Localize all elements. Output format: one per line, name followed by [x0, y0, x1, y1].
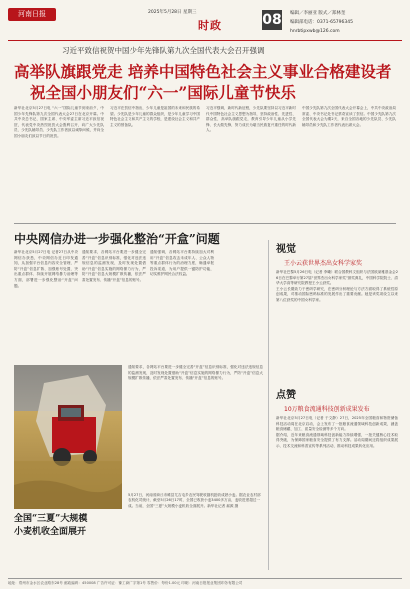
second-body-col-2: 通知要求，各网站平台要进一步健全完善“开盒”信息识别标准，强化对违法违规信息的监测发现，及时发现处置借助“开盒”信息实施的网络暴力行为，严防“开盒”信息大规模扩散传播，依法严肃处置发布、传播“开盒”信息的账号。: [82, 250, 146, 282]
photo-title-line-1: 全国“三夏”大规模: [14, 514, 88, 524]
editor-line: 编辑／李丽亚 版式／郑林奎: [290, 11, 346, 16]
section-divider: [14, 223, 396, 224]
email-line: hnrbtipxwb@126.com: [290, 29, 340, 34]
photo-title: [14, 513, 134, 539]
praise-tag: 点赞: [276, 390, 296, 401]
second-headline: 中央网信办进一步强化整治“开盒”问题: [14, 232, 220, 246]
second-body-continued: 通知要求，各网站平台要进一步健全完善“开盒”信息识别标准，强化对违法违规信息的监测发现，及时发现处置借助“开盒”信息实施的网络暴力行为，严防“开盒”信息大规模扩散传播，依法严肃处置发布、传播“开盒”信息的账号。: [128, 365, 263, 381]
lead-headline-2: 祝全国小朋友们“六一”国际儿童节快乐: [30, 83, 296, 102]
visual-subtitle: 王小云获世界杰出女科学家奖: [284, 260, 363, 267]
lead-kicker: 习近平致信祝贺中国少年先锋队第九次全国代表大会召开强调: [62, 46, 265, 55]
harvest-photo: [14, 365, 122, 509]
lead-body-col-1: 新华社北京5月27日电 “六一”国际儿童节到来前夕，中国少年先锋队第九次全国代表大会27日在北京开幕。中共中央总书记、国家主席、中央军委主席习近平致信祝贺，代表党中央热烈祝贺大会胜利召开，向广大少先队员、少先队辅导员、少先队工作者致以诚挚问候，并向全国小朋友们致以节日的祝贺。: [14, 106, 104, 138]
section-name: 时政: [198, 19, 222, 32]
lead-body-col-4: 中国少先队第九次全国代表大会开幕会上，中共中央政治局常委、中央书记处书记蔡奇宣读了贺信。中国少先队第九次全国代表大会为期2天，来自全国各地的少先队员、少先队辅导员和少先队工作者代表出席大会。: [302, 106, 396, 127]
praise-body: [276, 416, 398, 572]
visual-body: [276, 270, 398, 376]
visual-para-1: 新华社巴黎5月26日电（记者 李曦）联合国教科文组织与法国欧莱雅基金会26日在巴黎举行第27届“世界杰出女科学家奖”颁奖典礼，中国科学院院士、清华大学高等研究院教授王小云获奖。: [276, 270, 398, 286]
photo-caption: 5月27日，河南省商丘市睢县尤吉屯乡农民驾驶收割机抢收成熟小麦。据农业农村部农机化司统计，截至5月26日17时，全国已收获小麦3400多万亩，麦收进度超过一成。当前，全国“三夏”大规模小麦机收全面展开。新华社记者 郝源 摄: [128, 493, 261, 508]
column-divider: [268, 240, 269, 570]
second-body-col-1: 新华社北京5月27日电 记者27日从中央网信办获悉，中央网信办近日印发通知，从加强平台信息内容安全管理、严防“开盒”信息扩散、加强账号处置、突出重点群体、持续开展网络暴力治理等方面，部署进一步强化整治“开盒”问题。: [14, 250, 78, 288]
praise-subtitle: 10万粮食流通科技创新成果发布: [284, 406, 370, 413]
lead-body-col-3: 习近平强调，新时代新征程，少先队要坚持以习近平新时代中国特色社会主义思想为指导，坚持政治性、先进性、群众性，高举队旗跟党走，教育引导少年儿童从小学先锋、长大做先锋，努力成长为堪当民族复兴重任的时代新人。: [206, 106, 296, 133]
second-body-col-3: 通知强调，各网站平台要持续加大对利用“开盒”信息攻击未成年人、公众人物等重点群体行为的治理力度，畅通举报投诉渠道，为用户提供一键防护功能，切实维护网民合法权益。: [150, 250, 214, 277]
visual-tag: 视觉: [276, 244, 296, 255]
masthead: [8, 6, 402, 41]
lead-headline-1: 高举队旗跟党走 培养中国特色社会主义事业合格建设者: [14, 62, 392, 81]
praise-para-2: 据介绍，近年来粮食流通领域科技创新能力持续增强，一批关键核心技术取得突破，为保障国家粮食安全提供了有力支撑。活动周期间还将组织成果展示、技术交流和科普宣传等系列活动，推动科技成果转化应用。: [276, 432, 398, 448]
phone-line: 编辑部电话：0371-65796345: [290, 20, 353, 25]
visual-para-2: 王小云长期致力于密码学研究，在密码分析理论与方法方面取得了系统性原创成果，对推动国际密码标准的发展作出了重要贡献。她是该奖项设立以来第八位获奖的中国女科学家。: [276, 286, 398, 302]
praise-para-1: 新华社北京5月27日电（记者 于文静）27日，2025年全国粮食和物资储备科技活动周在北京启动，会上发布了一批粮食流通领域科技创新成果，涵盖粮食储藏、加工、质量安全检测等多个方向。: [276, 416, 398, 432]
photo-title-line-2: 小麦机收全面展开: [14, 527, 87, 537]
lead-body-col-2: 习近平在贺信中指出，少年儿童是祖国的未来和民族的希望。少先队是少年儿童的群众组织，是少年儿童学习中国特色社会主义和共产主义的学校，是建设社会主义和共产主义的预备队。: [110, 106, 200, 127]
issue-date: 2025年5月28日 星期三: [148, 10, 197, 15]
contact-block: [290, 9, 353, 36]
newspaper-logo: 河南日报: [8, 8, 56, 21]
page-footer: 地址：郑州市金水区农业路东28号 邮政编码：450008 广告许可证：豫工商广字第1号 零售价：每份1.00元 印刷：河南日报报业集团印务有限公司: [8, 578, 402, 586]
page-number: 08: [262, 12, 282, 28]
